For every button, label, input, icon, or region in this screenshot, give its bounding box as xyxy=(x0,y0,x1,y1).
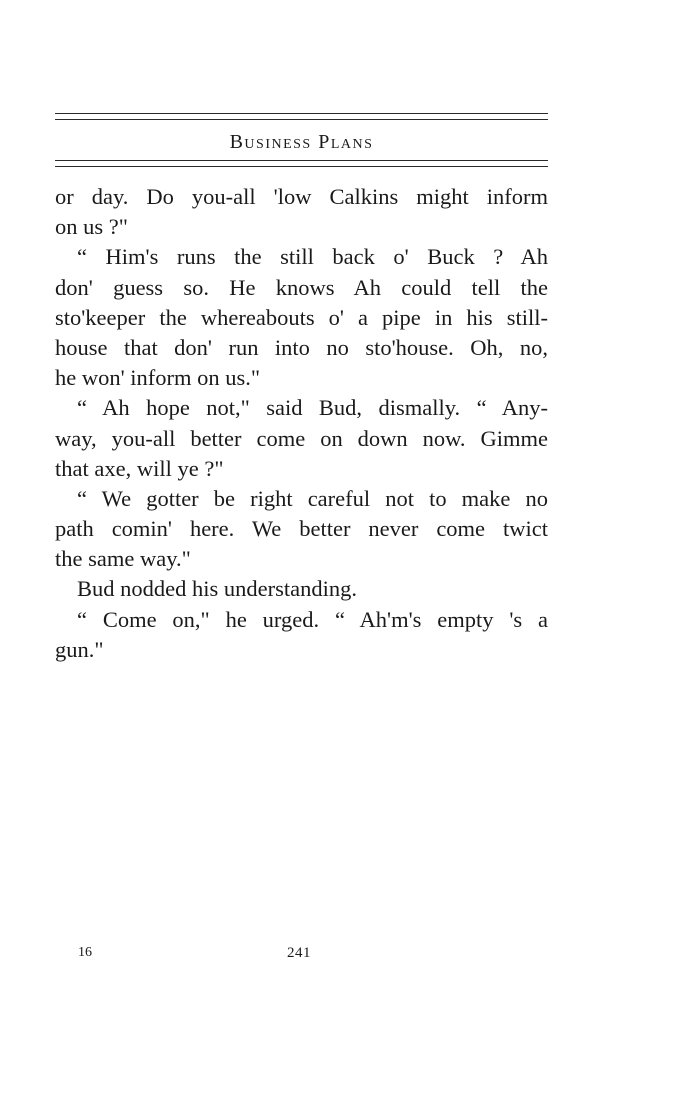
head-rule-upper xyxy=(55,160,548,161)
top-rule-lower xyxy=(55,119,548,120)
text-line: house that don' run into no sto'house. Oh, no, xyxy=(55,334,548,360)
text-line: the same way." xyxy=(55,546,191,572)
text-line: or day. Do you-all 'low Calkins might inform xyxy=(55,184,548,209)
text-line: he won' inform on us." xyxy=(55,365,261,391)
text-line: path comin' here. We better never come twict xyxy=(55,516,548,542)
text-line: “ Him's runs the still back o' Buck ? Ah xyxy=(77,244,548,270)
text-line: gun." xyxy=(55,636,104,662)
signature-mark: 16 xyxy=(78,945,92,960)
text-line: “ Come on," he urged. “ Ah'm's empty 's a xyxy=(77,606,548,632)
text-line: “ Ah hope not," said Bud, dismally. “ Any- xyxy=(77,395,548,421)
text-line: Bud nodded his understanding. xyxy=(77,576,357,602)
text-line: on us ?" xyxy=(55,214,128,240)
text-line: that axe, will ye ?" xyxy=(55,455,224,481)
running-head: Business Plans xyxy=(229,131,374,153)
top-rule-upper xyxy=(55,113,548,114)
text-line: don' guess so. He knows Ah could tell the xyxy=(55,274,548,300)
body-text xyxy=(55,182,548,665)
page-number: 241 xyxy=(287,945,311,961)
head-rule-lower xyxy=(55,166,548,167)
text-line: sto'keeper the whereabouts o' a pipe in his still- xyxy=(55,304,548,330)
text-line: “ We gotter be right careful not to make no xyxy=(77,485,548,511)
text-line: way, you-all better come on down now. Gimme xyxy=(55,425,548,451)
